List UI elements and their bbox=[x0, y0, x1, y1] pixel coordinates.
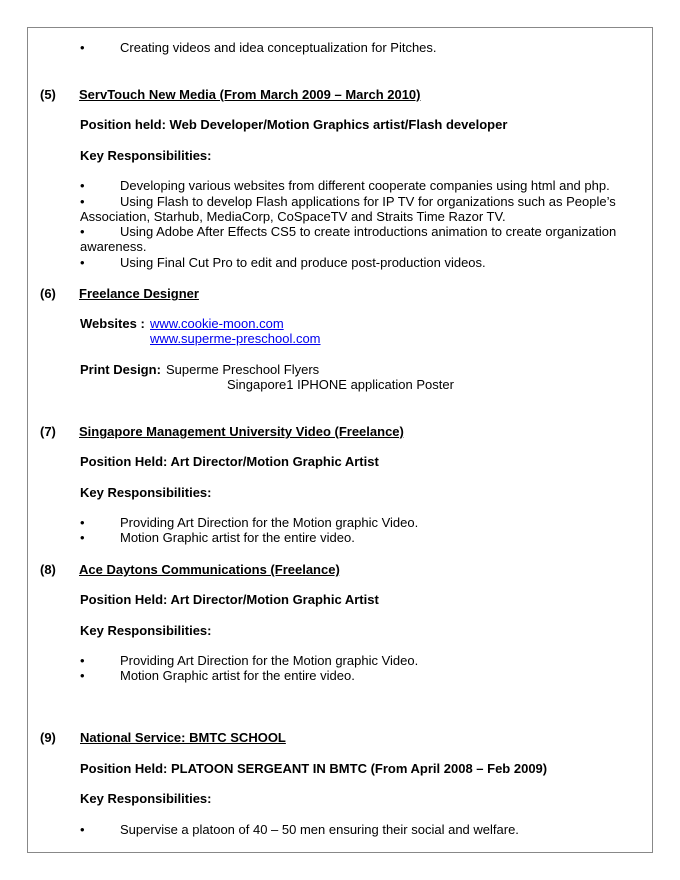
section-number: (8) bbox=[40, 562, 56, 577]
section-heading: Freelance Designer bbox=[79, 286, 199, 301]
key-responsibilities-heading: Key Responsibilities: bbox=[80, 148, 212, 163]
list-item: Providing Art Direction for the Motion graphic Video. bbox=[120, 515, 419, 530]
print-item: Superme Preschool Flyers bbox=[166, 362, 320, 377]
bullet-icon: • bbox=[80, 255, 85, 270]
bullet-icon: • bbox=[80, 194, 85, 209]
key-responsibilities-heading: Key Responsibilities: bbox=[80, 791, 212, 806]
key-responsibilities-heading: Key Responsibilities: bbox=[80, 623, 212, 638]
print-design-label: Print Design: bbox=[80, 362, 161, 377]
list-item-continuation: Association, Starhub, MediaCorp, CoSpaceTV and Straits Time Razor TV. bbox=[80, 209, 506, 224]
position-held: Position Held: PLATOON SERGEANT IN BMTC (From April 2008 – Feb 2009) bbox=[80, 761, 548, 776]
list-item: Creating videos and idea conceptualization for Pitches. bbox=[120, 40, 437, 55]
section-number: (9) bbox=[40, 730, 56, 745]
section-heading: Singapore Management University Video (Freelance) bbox=[79, 424, 404, 439]
position-held: Position Held: Art Director/Motion Graphic Artist bbox=[80, 454, 379, 469]
position-held: Position held: Web Developer/Motion Graphics artist/Flash developer bbox=[80, 117, 508, 132]
list-item: Using Adobe After Effects CS5 to create introductions animation to create organization bbox=[120, 224, 617, 239]
print-item: Singapore1 IPHONE application Poster bbox=[227, 377, 454, 392]
websites-label: Websites : bbox=[80, 316, 145, 331]
list-item: Using Final Cut Pro to edit and produce post-production videos. bbox=[120, 255, 486, 270]
list-item: Motion Graphic artist for the entire video. bbox=[120, 668, 355, 683]
section-number: (6) bbox=[40, 286, 56, 301]
section-number: (5) bbox=[40, 87, 56, 102]
bullet-icon: • bbox=[80, 224, 85, 239]
list-item: Providing Art Direction for the Motion graphic Video. bbox=[120, 653, 419, 668]
list-item-continuation: awareness. bbox=[80, 239, 147, 254]
list-item: Motion Graphic artist for the entire video. bbox=[120, 530, 355, 545]
position-held: Position Held: Art Director/Motion Graphic Artist bbox=[80, 592, 379, 607]
section-heading: Ace Daytons Communications (Freelance) bbox=[79, 562, 340, 577]
section-heading: ServTouch New Media (From March 2009 – March 2010) bbox=[79, 87, 421, 102]
list-item: Supervise a platoon of 40 – 50 men ensuring their social and welfare. bbox=[120, 822, 519, 837]
bullet-icon: • bbox=[80, 822, 85, 837]
website-link[interactable]: www.cookie-moon.com bbox=[150, 316, 284, 331]
section-heading: National Service: BMTC SCHOOL bbox=[80, 730, 286, 745]
bullet-icon: • bbox=[80, 530, 85, 545]
bullet-icon: • bbox=[80, 515, 85, 530]
bullet-icon: • bbox=[80, 40, 85, 55]
list-item: Developing various websites from different cooperate companies using html and php. bbox=[120, 178, 610, 193]
section-number: (7) bbox=[40, 424, 56, 439]
bullet-icon: • bbox=[80, 653, 85, 668]
list-item: Using Flash to develop Flash applications for IP TV for organizations such as People’s bbox=[120, 194, 616, 209]
bullet-icon: • bbox=[80, 178, 85, 193]
key-responsibilities-heading: Key Responsibilities: bbox=[80, 485, 212, 500]
website-link[interactable]: www.superme-preschool.com bbox=[150, 331, 321, 346]
bullet-icon: • bbox=[80, 668, 85, 683]
